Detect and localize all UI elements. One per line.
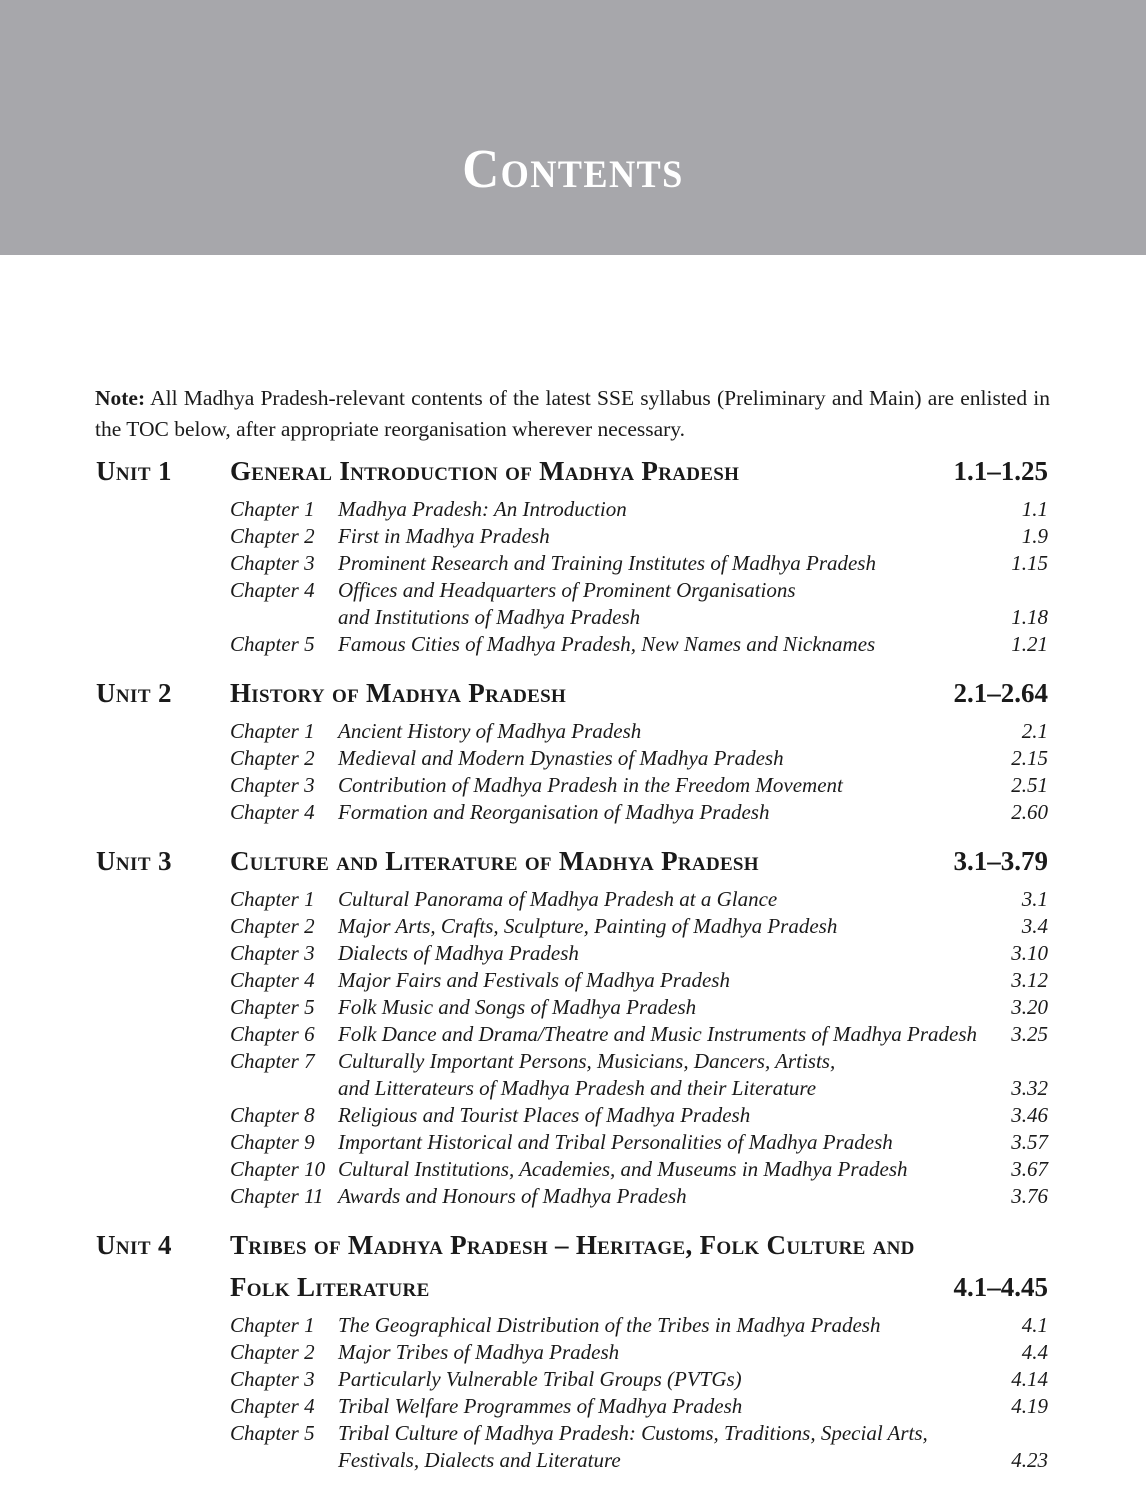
chapter-label: Chapter 2: [230, 746, 315, 770]
chapter-row[interactable]: [0, 1048, 1146, 1102]
chapter-row[interactable]: [0, 1366, 1146, 1393]
unit-label: Unit 4: [96, 1230, 172, 1260]
chapter-row[interactable]: [0, 1156, 1146, 1183]
unit-heading[interactable]: [0, 1224, 1146, 1308]
chapter-row[interactable]: [0, 994, 1146, 1021]
chapter-row[interactable]: [0, 1129, 1146, 1156]
chapter-title-line1: Major Arts, Crafts, Sculpture, Painting of Madhya Pradesh: [338, 914, 838, 938]
chapter-list: [0, 496, 1146, 658]
unit-page-range: 3.1–3.79: [953, 846, 1048, 876]
note-label: Note:: [95, 386, 146, 410]
chapter-title-line1: Cultural Panorama of Madhya Pradesh at a Glance: [338, 887, 778, 911]
chapter-title-line1: Culturally Important Persons, Musicians, Dancers, Artists,: [338, 1049, 836, 1073]
chapter-page-number: 3.10: [1011, 941, 1048, 965]
chapter-page-number: 2.60: [1011, 800, 1048, 824]
chapter-page-number: 4.1: [1021, 1313, 1048, 1337]
chapter-page-number: 2.15: [1011, 746, 1048, 770]
chapter-title-line1: Prominent Research and Training Institutes of Madhya Pradesh: [338, 551, 876, 575]
unit-heading[interactable]: [0, 840, 1146, 882]
chapter-title-line1: Tribal Welfare Programmes of Madhya Pradesh: [338, 1394, 743, 1418]
chapter-title-line2: Festivals, Dialects and Literature: [338, 1448, 621, 1472]
chapter-title-line1: Formation and Reorganisation of Madhya Pradesh: [338, 800, 770, 824]
chapter-label: Chapter 1: [230, 497, 315, 521]
chapter-title-line1: Contribution of Madhya Pradesh in the Freedom Movement: [338, 773, 843, 797]
unit-block: [0, 450, 1146, 658]
chapter-list: [0, 718, 1146, 826]
table-of-contents: [0, 450, 1146, 1488]
unit-title: History of Madhya Pradesh: [230, 678, 567, 708]
chapter-row[interactable]: [0, 913, 1146, 940]
chapter-page-number: 1.1: [1021, 497, 1048, 521]
chapter-page-number: 4.23: [1011, 1448, 1048, 1472]
chapter-label: Chapter 4: [230, 578, 315, 602]
note-text: All Madhya Pradesh-relevant contents of the latest SSE syllabus (Preliminary and Main) are enlisted in the TOC below, after appropriate reorganisation wherever necessary.: [95, 386, 1050, 441]
chapter-page-number: 3.32: [1011, 1076, 1048, 1100]
unit-block: [0, 672, 1146, 826]
chapter-title-line1: Folk Music and Songs of Madhya Pradesh: [338, 995, 697, 1019]
unit-label: Unit 3: [96, 846, 172, 876]
chapter-label: Chapter 1: [230, 887, 315, 911]
toc-note: [95, 383, 1050, 445]
page-title: Contents: [462, 138, 684, 199]
chapter-title-line1: Important Historical and Tribal Personalities of Madhya Pradesh: [338, 1130, 893, 1154]
chapter-label: Chapter 11: [230, 1184, 324, 1208]
unit-heading[interactable]: [0, 450, 1146, 492]
chapter-row[interactable]: [0, 940, 1146, 967]
chapter-page-number: 1.21: [1011, 632, 1048, 656]
chapter-label: Chapter 10: [230, 1157, 326, 1181]
chapter-page-number: 3.46: [1011, 1103, 1048, 1127]
unit-heading[interactable]: [0, 672, 1146, 714]
chapter-list: [0, 886, 1146, 1210]
chapter-title-line1: Ancient History of Madhya Pradesh: [338, 719, 642, 743]
chapter-title-line1: Awards and Honours of Madhya Pradesh: [338, 1184, 687, 1208]
chapter-row[interactable]: [0, 718, 1146, 745]
unit-title-wrap: [230, 1224, 1048, 1308]
chapter-label: Chapter 5: [230, 995, 315, 1019]
chapter-label: Chapter 2: [230, 1340, 315, 1364]
unit-title-line2: Folk Literature: [230, 1272, 430, 1302]
chapter-row[interactable]: [0, 799, 1146, 826]
unit-block: [0, 840, 1146, 1210]
chapter-page-number: 2.51: [1011, 773, 1048, 797]
unit-title: General Introduction of Madhya Pradesh: [230, 456, 740, 486]
unit-title: Tribes of Madhya Pradesh – Heritage, Folk Culture and: [230, 1230, 915, 1260]
chapter-page-number: 4.19: [1011, 1394, 1048, 1418]
chapter-label: Chapter 6: [230, 1022, 315, 1046]
chapter-label: Chapter 7: [230, 1049, 315, 1073]
chapter-page-number: 1.18: [1011, 605, 1048, 629]
chapter-row[interactable]: [0, 577, 1146, 631]
chapter-row[interactable]: [0, 745, 1146, 772]
chapter-title-line1: The Geographical Distribution of the Tribes in Madhya Pradesh: [338, 1313, 881, 1337]
chapter-label: Chapter 8: [230, 1103, 315, 1127]
chapter-page-number: 3.1: [1021, 887, 1048, 911]
chapter-title-line2: and Litterateurs of Madhya Pradesh and their Literature: [338, 1076, 817, 1100]
chapter-page-number: 4.4: [1021, 1340, 1048, 1364]
chapter-title-line1: Religious and Tourist Places of Madhya Pradesh: [338, 1103, 751, 1127]
chapter-page-number: 4.14: [1011, 1367, 1048, 1391]
chapter-page-number: 3.25: [1011, 1022, 1048, 1046]
chapter-title-line1: Particularly Vulnerable Tribal Groups (PVTGs): [338, 1367, 742, 1391]
chapter-list: [0, 1312, 1146, 1474]
unit-block: [0, 1224, 1146, 1474]
chapter-page-number: 3.20: [1011, 995, 1048, 1019]
chapter-page-number: 3.76: [1011, 1184, 1048, 1208]
unit-page-range: 1.1–1.25: [953, 456, 1048, 486]
unit-page-range: 4.1–4.45: [953, 1272, 1048, 1302]
chapter-row[interactable]: [0, 1102, 1146, 1129]
contents-header-band: [0, 0, 1146, 255]
chapter-label: Chapter 3: [230, 773, 315, 797]
chapter-label: Chapter 5: [230, 632, 315, 656]
chapter-row[interactable]: [0, 886, 1146, 913]
chapter-row[interactable]: [0, 1393, 1146, 1420]
chapter-title-line2: and Institutions of Madhya Pradesh: [338, 605, 641, 629]
chapter-row[interactable]: [0, 1183, 1146, 1210]
chapter-label: Chapter 3: [230, 1367, 315, 1391]
chapter-title-line1: Folk Dance and Drama/Theatre and Music Instruments of Madhya Pradesh: [338, 1022, 978, 1046]
chapter-page-number: 1.15: [1011, 551, 1048, 575]
chapter-label: Chapter 4: [230, 1394, 315, 1418]
chapter-title-line1: Madhya Pradesh: An Introduction: [338, 497, 627, 521]
chapter-label: Chapter 2: [230, 914, 315, 938]
unit-title: Culture and Literature of Madhya Pradesh: [230, 846, 759, 876]
unit-title-wrap: [230, 450, 1048, 492]
chapter-row[interactable]: [0, 772, 1146, 799]
chapter-page-number: 3.57: [1011, 1130, 1048, 1154]
unit-page-range: 2.1–2.64: [953, 678, 1048, 708]
unit-label: Unit 1: [96, 456, 172, 486]
chapter-title-line1: Medieval and Modern Dynasties of Madhya Pradesh: [338, 746, 784, 770]
chapter-label: Chapter 4: [230, 968, 315, 992]
chapter-title-line1: Tribal Culture of Madhya Pradesh: Customs, Traditions, Special Arts,: [338, 1421, 928, 1445]
chapter-label: Chapter 3: [230, 941, 315, 965]
unit-title-wrap: [230, 840, 1048, 882]
chapter-title-line1: Offices and Headquarters of Prominent Organisations: [338, 578, 796, 602]
chapter-page-number: 3.67: [1011, 1157, 1048, 1181]
chapter-row[interactable]: [0, 1021, 1146, 1048]
chapter-label: Chapter 5: [230, 1421, 315, 1445]
chapter-row[interactable]: [0, 496, 1146, 523]
chapter-label: Chapter 1: [230, 1313, 315, 1337]
chapter-page-number: 3.12: [1011, 968, 1048, 992]
chapter-title-line1: Major Tribes of Madhya Pradesh: [338, 1340, 620, 1364]
chapter-label: Chapter 9: [230, 1130, 315, 1154]
unit-title-wrap: [230, 672, 1048, 714]
unit-label: Unit 2: [96, 678, 172, 708]
chapter-row[interactable]: [0, 1312, 1146, 1339]
chapter-title-line1: Cultural Institutions, Academies, and Museums in Madhya Pradesh: [338, 1157, 908, 1181]
chapter-page-number: 2.1: [1021, 719, 1048, 743]
chapter-row[interactable]: [0, 1339, 1146, 1366]
chapter-row[interactable]: [0, 550, 1146, 577]
chapter-page-number: 1.9: [1021, 524, 1048, 548]
chapter-label: Chapter 3: [230, 551, 315, 575]
chapter-page-number: 3.4: [1021, 914, 1048, 938]
chapter-label: Chapter 2: [230, 524, 315, 548]
chapter-row[interactable]: [0, 631, 1146, 658]
chapter-row[interactable]: [0, 967, 1146, 994]
chapter-label: Chapter 4: [230, 800, 315, 824]
chapter-title-line1: Famous Cities of Madhya Pradesh, New Names and Nicknames: [338, 632, 876, 656]
chapter-label: Chapter 1: [230, 719, 315, 743]
chapter-title-line1: First in Madhya Pradesh: [338, 524, 550, 548]
chapter-title-line1: Major Fairs and Festivals of Madhya Pradesh: [338, 968, 730, 992]
chapter-row[interactable]: [0, 523, 1146, 550]
chapter-row[interactable]: [0, 1420, 1146, 1474]
chapter-title-line1: Dialects of Madhya Pradesh: [338, 941, 579, 965]
